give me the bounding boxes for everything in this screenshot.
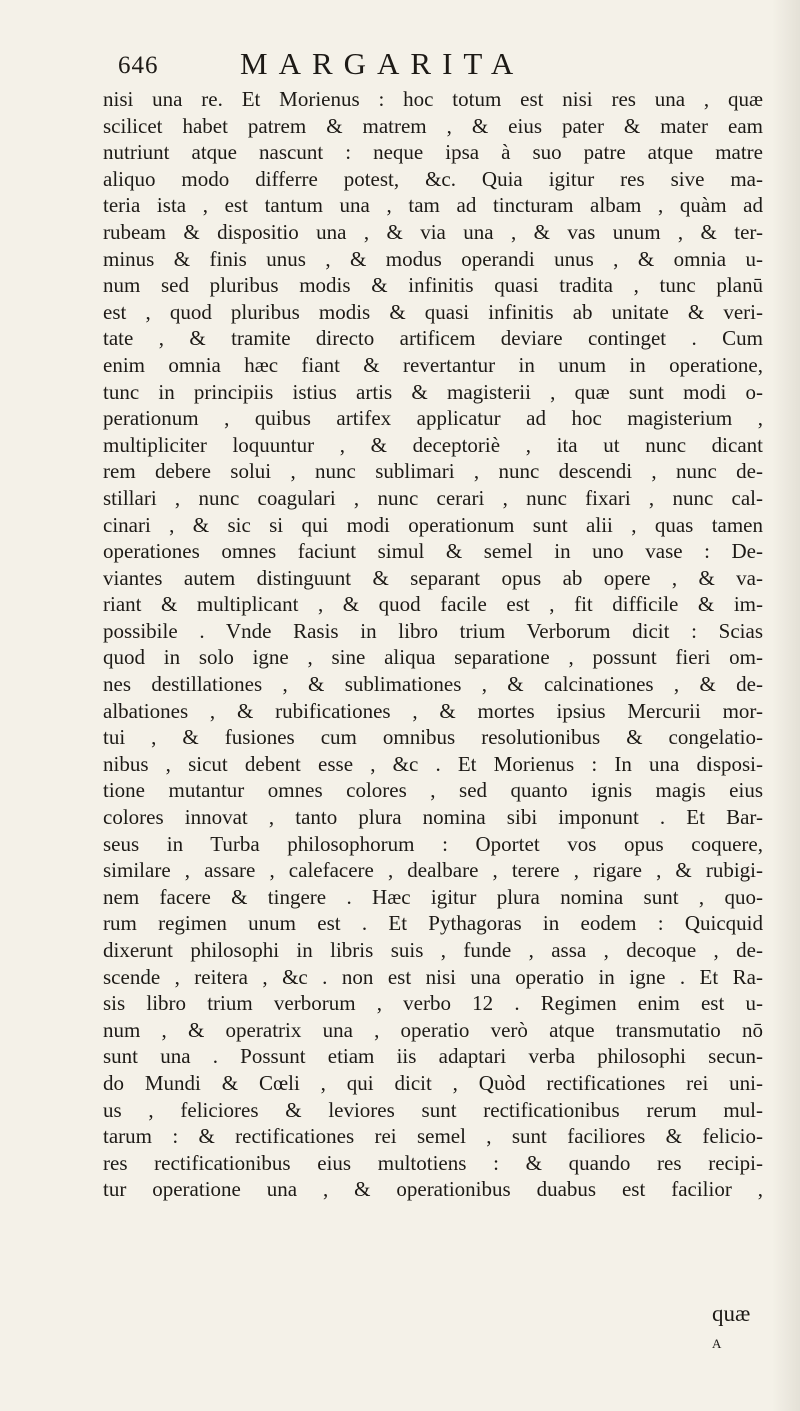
running-title: MARGARITA [240,46,525,81]
text-line: aliquo modo differre potest, &c. Quia igitur res sive ma- [103,166,763,191]
text-line: minus & finis unus , & modus operandi unus , & omnia u- [103,246,763,271]
text-line: nem facere & tingere . Hæc igitur plura nomina sunt , quo- [103,884,763,909]
text-line: us , feliciores & leviores sunt rectificationibus rerum mul- [103,1097,763,1122]
page-number: 646 [118,52,159,79]
catchword: quæ [712,1301,751,1326]
text-line: riant & multiplicant , & quod facile est , fit difficile & im- [103,592,763,617]
page-edge-shadow [772,0,800,1411]
text-line: est , quod pluribus modis & quasi infinitis ab unitate & veri- [103,299,763,324]
text-line: similare , assare , calefacere , dealbare , terere , rigare , & rubigi- [103,858,763,883]
text-line: tarum : & rectificationes rei semel , sunt faciliores & felicio- [103,1124,763,1149]
text-line: multipliciter loquuntur , & deceptoriè , ita ut nunc dicant [103,432,763,457]
text-line: possibile . Vnde Rasis in libro trium Verborum dicit : Scias [103,618,763,643]
text-line: albationes , & rubificationes , & mortes ipsius Mercurii mor- [103,698,763,723]
text-line: rubeam & dispositio una , & via una , & vas unum , & ter- [103,219,763,244]
text-line: teria ista , est tantum una , tam ad tincturam albam , quàm ad [103,193,763,218]
text-line: tione mutantur omnes colores , sed quanto ignis magis eius [103,778,763,803]
text-line: seus in Turba philosophorum : Oportet vos opus coquere, [103,831,763,856]
text-line: tur operatione una , & operationibus duabus est facilior , [103,1177,763,1202]
text-line: tunc in principiis istius artis & magisterii , quæ sunt modi o- [103,379,763,404]
text-line: scilicet habet patrem & matrem , & eius pater & mater eam [103,113,763,138]
text-line: sunt una . Possunt etiam iis adaptari verba philosophi secun- [103,1044,763,1069]
text-line: nes destillationes , & sublimationes , & calcinationes , & de- [103,672,763,697]
text-line: rum regimen unum est . Et Pythagoras in eodem : Quicquid [103,911,763,936]
text-line: tui , & fusiones cum omnibus resolutionibus & congelatio- [103,725,763,750]
text-line: nisi una re. Et Morienus : hoc totum est nisi res una , quæ [103,87,763,111]
text-line: do Mundi & Cœli , qui dicit , Quòd rectificationes rei uni- [103,1070,763,1095]
text-line: scende , reitera , &c . non est nisi una operatio in igne . Et Ra- [103,964,763,989]
text-line: tate , & tramite directo artificem deviare continget . Cum [103,326,763,351]
signature-mark: A [712,1336,722,1351]
text-line: nibus , sicut debent esse , &c . Et Morienus : In una disposi- [103,751,763,776]
text-line: stillari , nunc coagulari , nunc cerari , nunc fixari , nunc cal- [103,485,763,510]
page-header [118,46,758,86]
text-line: num , & operatrix una , operatio verò atque transmutatio nō [103,1017,763,1042]
text-line: enim omnia hæc fiant & revertantur in unum in operatione, [103,352,763,377]
text-line: perationum , quibus artifex applicatur ad hoc magisterium , [103,406,763,431]
text-line: colores innovat , tanto plura nomina sibi imponunt . Et Bar- [103,805,763,830]
text-line: quod in solo igne , sine aliqua separatione , possunt fieri om- [103,645,763,670]
text-line: nutriunt atque nascunt : neque ipsa à suo patre atque matre [103,140,763,165]
body-text [103,86,763,1203]
text-line: cinari , & sic si qui modi operationum sunt alii , quas tamen [103,512,763,537]
text-line: dixerunt philosophi in libris suis , funde , assa , decoque , de- [103,938,763,962]
text-line: rem debere solui , nunc sublimari , nunc descendi , nunc de- [103,459,763,484]
text-line: viantes autem distinguunt & separant opus ab opere , & va- [103,565,763,590]
text-line: operationes omnes faciunt simul & semel in uno vase : De- [103,539,763,564]
text-line: res rectificationibus eius multotiens : & quando res recipi- [103,1150,763,1175]
text-line: sis libro trium verborum , verbo 12 . Regimen enim est u- [103,991,763,1016]
text-line: num sed pluribus modis & infinitis quasi tradita , tunc planū [103,273,763,298]
